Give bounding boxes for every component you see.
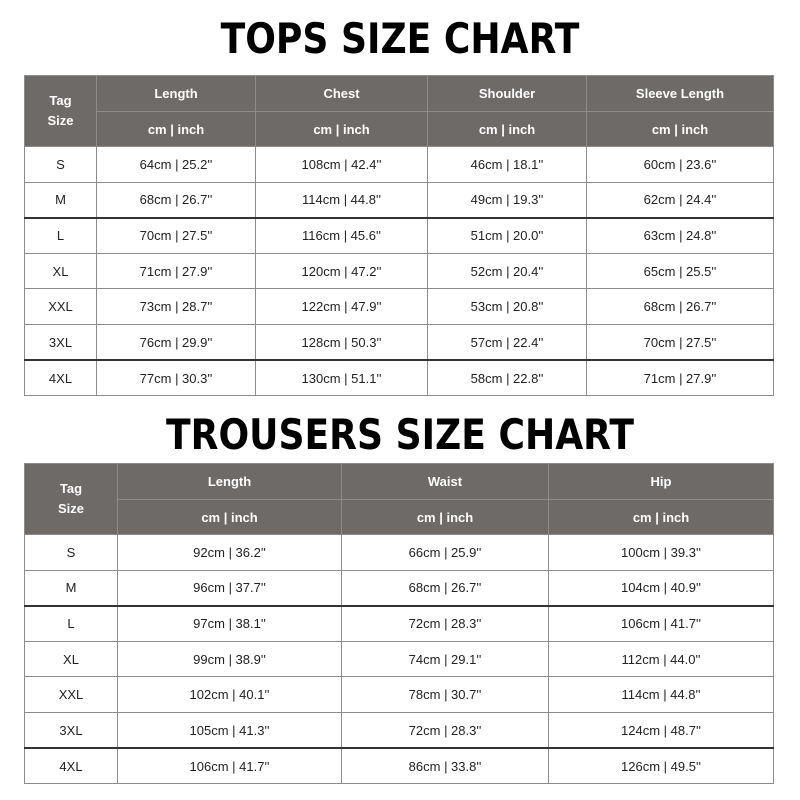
measurement-cell: 52cm | 20.4'' bbox=[428, 253, 587, 289]
measurement-cell: 70cm | 27.5'' bbox=[97, 218, 256, 254]
table-row bbox=[25, 253, 774, 289]
column-header: Sleeve Length bbox=[587, 76, 774, 112]
tag-size-header-label: Tag Size bbox=[47, 93, 74, 128]
table-row bbox=[25, 677, 774, 713]
measurement-cell: 74cm | 29.1'' bbox=[342, 641, 549, 677]
size-cell: S bbox=[25, 147, 97, 183]
size-cell: S bbox=[25, 535, 118, 571]
measurement-cell: 68cm | 26.7'' bbox=[587, 289, 774, 325]
measurement-cell: 78cm | 30.7'' bbox=[342, 677, 549, 713]
measurement-cell: 105cm | 41.3'' bbox=[118, 712, 342, 748]
measurement-cell: 77cm | 30.3'' bbox=[97, 360, 256, 396]
measurement-cell: 86cm | 33.8'' bbox=[342, 748, 549, 784]
measurement-cell: 71cm | 27.9'' bbox=[97, 253, 256, 289]
measurement-cell: 64cm | 25.2'' bbox=[97, 147, 256, 183]
table-row bbox=[25, 360, 774, 396]
table-row bbox=[25, 324, 774, 360]
unit-header: cm | inch bbox=[256, 112, 428, 147]
tag-size-header-label: Tag Size bbox=[57, 481, 84, 516]
measurement-cell: 65cm | 25.5'' bbox=[587, 253, 774, 289]
table-row bbox=[25, 606, 774, 642]
measurement-cell: 60cm | 23.6'' bbox=[587, 147, 774, 183]
table-row bbox=[25, 748, 774, 784]
measurement-cell: 114cm | 44.8'' bbox=[549, 677, 774, 713]
measurement-cell: 124cm | 48.7'' bbox=[549, 712, 774, 748]
measurement-cell: 70cm | 27.5'' bbox=[587, 324, 774, 360]
measurement-cell: 126cm | 49.5'' bbox=[549, 748, 774, 784]
measurement-cell: 68cm | 26.7'' bbox=[342, 570, 549, 606]
column-header: Waist bbox=[342, 464, 549, 500]
table-row bbox=[25, 218, 774, 254]
table-row bbox=[25, 712, 774, 748]
unit-header: cm | inch bbox=[342, 500, 549, 535]
measurement-cell: 62cm | 24.4'' bbox=[587, 182, 774, 218]
measurement-cell: 68cm | 26.7'' bbox=[97, 182, 256, 218]
column-header: Length bbox=[118, 464, 342, 500]
size-cell: XXL bbox=[25, 289, 97, 325]
table-row bbox=[25, 289, 774, 325]
table-row bbox=[25, 182, 774, 218]
measurement-cell: 128cm | 50.3'' bbox=[256, 324, 428, 360]
column-header: Chest bbox=[256, 76, 428, 112]
unit-header: cm | inch bbox=[428, 112, 587, 147]
measurement-cell: 114cm | 44.8'' bbox=[256, 182, 428, 218]
measurement-cell: 108cm | 42.4'' bbox=[256, 147, 428, 183]
measurement-cell: 116cm | 45.6'' bbox=[256, 218, 428, 254]
unit-header: cm | inch bbox=[587, 112, 774, 147]
table-row bbox=[25, 535, 774, 571]
measurement-cell: 46cm | 18.1'' bbox=[428, 147, 587, 183]
size-cell: L bbox=[25, 218, 97, 254]
measurement-cell: 106cm | 41.7'' bbox=[118, 748, 342, 784]
measurement-cell: 122cm | 47.9'' bbox=[256, 289, 428, 325]
measurement-cell: 104cm | 40.9'' bbox=[549, 570, 774, 606]
measurement-cell: 106cm | 41.7'' bbox=[549, 606, 774, 642]
measurement-cell: 96cm | 37.7'' bbox=[118, 570, 342, 606]
measurement-cell: 112cm | 44.0'' bbox=[549, 641, 774, 677]
table-row bbox=[25, 570, 774, 606]
measurement-cell: 63cm | 24.8'' bbox=[587, 218, 774, 254]
table-row bbox=[25, 641, 774, 677]
measurement-cell: 102cm | 40.1'' bbox=[118, 677, 342, 713]
size-cell: M bbox=[25, 570, 118, 606]
measurement-cell: 51cm | 20.0'' bbox=[428, 218, 587, 254]
column-header: Hip bbox=[549, 464, 774, 500]
size-cell: 3XL bbox=[25, 712, 118, 748]
measurement-cell: 97cm | 38.1'' bbox=[118, 606, 342, 642]
size-cell: XL bbox=[25, 253, 97, 289]
tops-size-table bbox=[24, 75, 774, 396]
column-header: Length bbox=[97, 76, 256, 112]
measurement-cell: 130cm | 51.1'' bbox=[256, 360, 428, 396]
measurement-cell: 72cm | 28.3'' bbox=[342, 606, 549, 642]
size-cell: M bbox=[25, 182, 97, 218]
measurement-cell: 57cm | 22.4'' bbox=[428, 324, 587, 360]
measurement-cell: 120cm | 47.2'' bbox=[256, 253, 428, 289]
measurement-cell: 53cm | 20.8'' bbox=[428, 289, 587, 325]
trousers-size-table bbox=[24, 463, 774, 784]
measurement-cell: 99cm | 38.9'' bbox=[118, 641, 342, 677]
size-cell: XXL bbox=[25, 677, 118, 713]
measurement-cell: 73cm | 28.7'' bbox=[97, 289, 256, 325]
size-cell: L bbox=[25, 606, 118, 642]
tag-size-header bbox=[25, 76, 97, 147]
measurement-cell: 49cm | 19.3'' bbox=[428, 182, 587, 218]
trousers-size-chart-title: TROUSERS SIZE CHART bbox=[165, 410, 635, 459]
size-cell: 3XL bbox=[25, 324, 97, 360]
measurement-cell: 92cm | 36.2'' bbox=[118, 535, 342, 571]
measurement-cell: 100cm | 39.3'' bbox=[549, 535, 774, 571]
size-cell: 4XL bbox=[25, 360, 97, 396]
column-header: Shoulder bbox=[428, 76, 587, 112]
size-cell: XL bbox=[25, 641, 118, 677]
tag-size-header bbox=[25, 464, 118, 535]
measurement-cell: 76cm | 29.9'' bbox=[97, 324, 256, 360]
measurement-cell: 58cm | 22.8'' bbox=[428, 360, 587, 396]
measurement-cell: 72cm | 28.3'' bbox=[342, 712, 549, 748]
table-row bbox=[25, 147, 774, 183]
tops-size-chart-title: TOPS SIZE CHART bbox=[220, 14, 580, 63]
unit-header: cm | inch bbox=[118, 500, 342, 535]
unit-header: cm | inch bbox=[549, 500, 774, 535]
size-cell: 4XL bbox=[25, 748, 118, 784]
measurement-cell: 66cm | 25.9'' bbox=[342, 535, 549, 571]
measurement-cell: 71cm | 27.9'' bbox=[587, 360, 774, 396]
unit-header: cm | inch bbox=[97, 112, 256, 147]
